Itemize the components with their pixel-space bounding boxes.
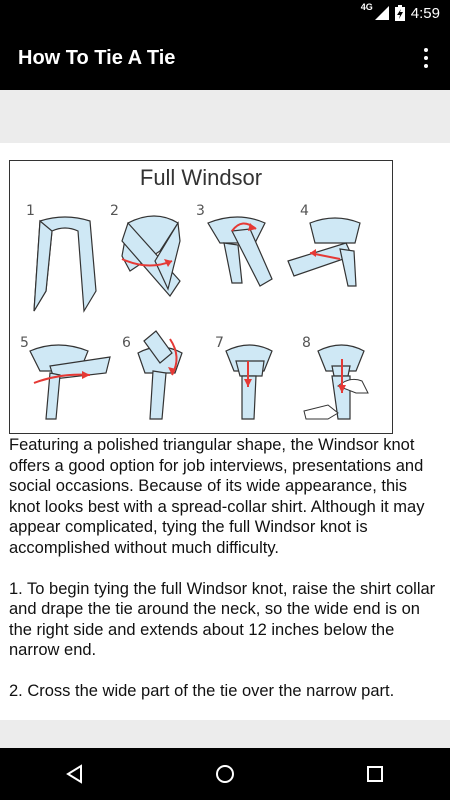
back-icon bbox=[65, 764, 85, 784]
tie-step-1 bbox=[34, 217, 96, 311]
diagram-title: Full Windsor bbox=[139, 165, 263, 190]
clock: 4:59 bbox=[410, 4, 440, 22]
tie-step-6 bbox=[138, 331, 182, 419]
step-number: 5 bbox=[20, 335, 29, 351]
home-button[interactable] bbox=[205, 754, 245, 794]
bottom-ad-strip bbox=[0, 720, 450, 748]
tie-step-5 bbox=[30, 345, 110, 419]
network-type: 4G bbox=[360, 2, 373, 12]
overflow-menu-button[interactable] bbox=[412, 44, 440, 72]
article-paragraph: 1. To begin tying the full Windsor knot, raise the shirt collar and drape the tie around the neck, so the wide end is on the right side and extends about 12 inches below the narrow end. bbox=[9, 579, 436, 660]
content-scroll[interactable] bbox=[0, 143, 450, 720]
more-vert-icon-dot bbox=[424, 64, 428, 68]
recents-button[interactable] bbox=[355, 754, 395, 794]
back-button[interactable] bbox=[55, 754, 95, 794]
tie-diagram bbox=[9, 160, 393, 434]
tie-steps-illustration bbox=[10, 161, 394, 435]
article-paragraph: 2. Cross the wide part of the tie over the narrow part. bbox=[9, 681, 395, 700]
step-number: 4 bbox=[300, 203, 309, 219]
tie-step-3 bbox=[208, 217, 272, 286]
signal-icon bbox=[375, 6, 389, 20]
battery-icon bbox=[395, 5, 405, 21]
step-number: 2 bbox=[110, 203, 119, 219]
system-nav-bar bbox=[0, 748, 450, 800]
step-number: 8 bbox=[302, 335, 311, 351]
step-number: 6 bbox=[122, 335, 131, 351]
step-number: 1 bbox=[26, 203, 35, 219]
article-paragraph: Featuring a polished triangular shape, the Windsor knot offers a good option for job interviews, presentations and social occasions. Because of its wide appearance, this knot looks best with a spread-collar shirt. Although it may appear complicated, tying the full Windsor knot is accomplished without much difficulty. bbox=[9, 436, 425, 557]
more-vert-icon-dot bbox=[424, 56, 428, 60]
app-title: How To Tie A Tie bbox=[18, 46, 176, 69]
ad-banner[interactable] bbox=[0, 90, 450, 143]
step-number: 7 bbox=[215, 335, 224, 351]
tie-step-2 bbox=[122, 216, 180, 296]
article-text bbox=[9, 435, 439, 720]
app-bar bbox=[0, 26, 450, 90]
step-number: 3 bbox=[196, 203, 205, 219]
status-bar bbox=[0, 0, 450, 26]
tie-step-4 bbox=[288, 218, 360, 286]
recents-icon bbox=[365, 764, 385, 784]
home-icon bbox=[214, 763, 236, 785]
more-vert-icon bbox=[424, 48, 428, 52]
hand-icon bbox=[304, 405, 338, 419]
